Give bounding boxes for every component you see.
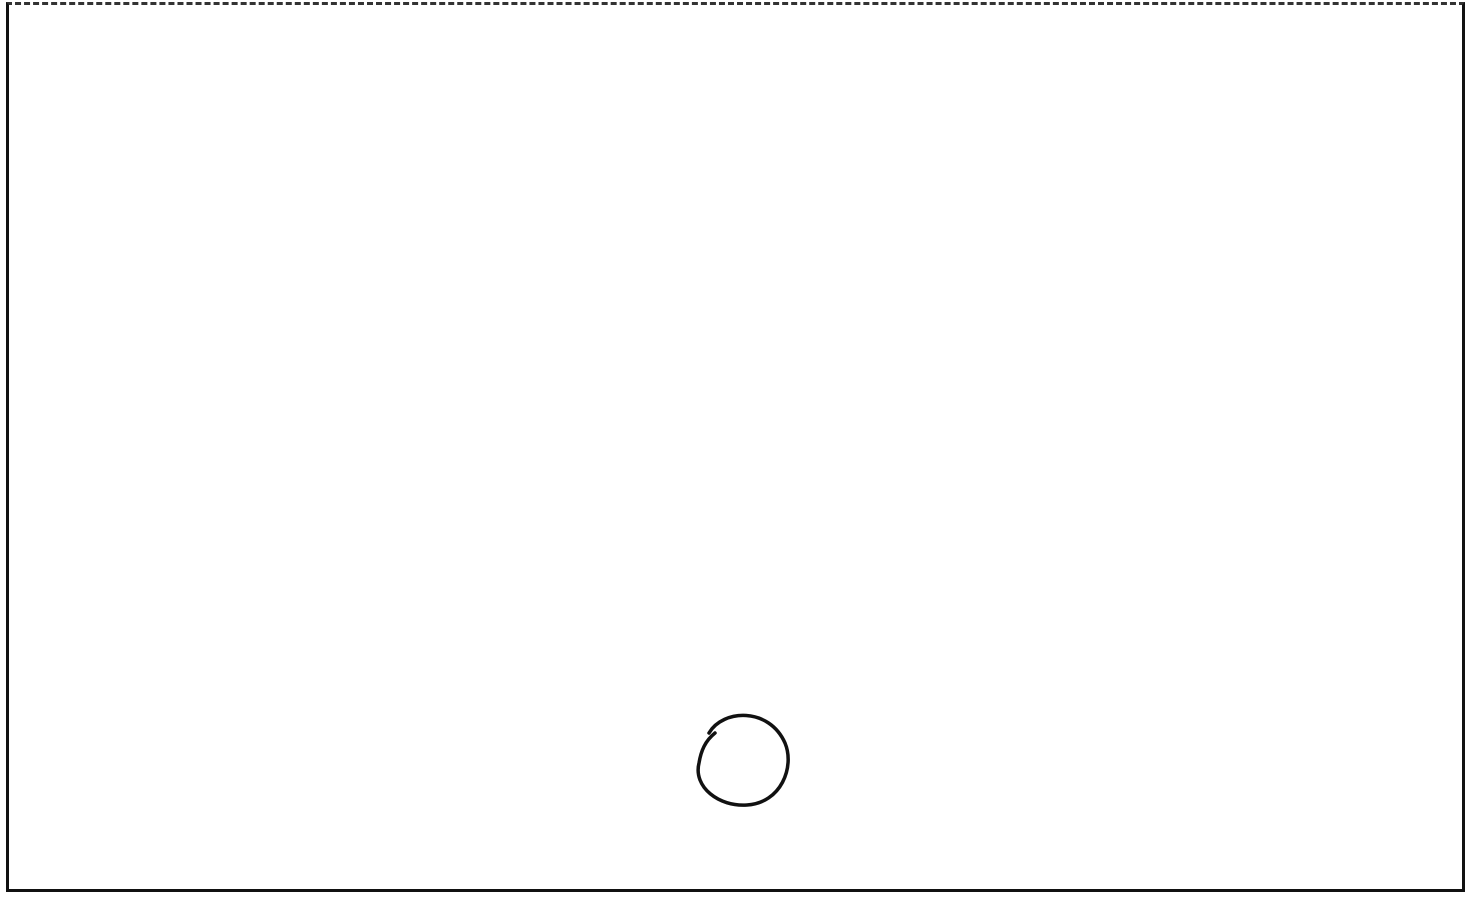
catalog-card (6, 2, 1465, 892)
punch-hole-circle (689, 705, 799, 815)
